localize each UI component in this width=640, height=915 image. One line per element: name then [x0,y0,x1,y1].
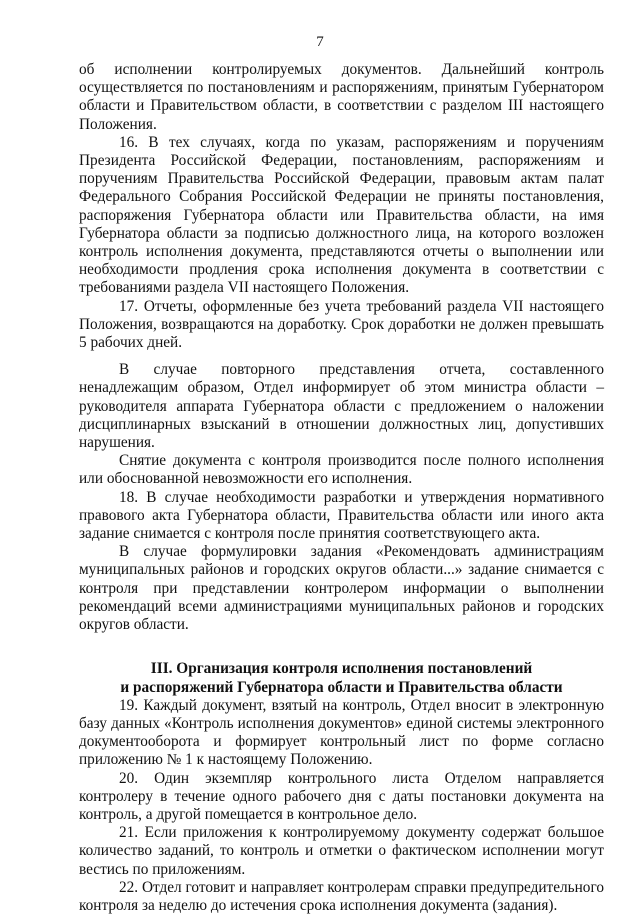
paragraph-22: 22. Отдел готовит и направляет контролерам справки предупредительного контроля за неделю до истечения срока исполнения документа (задания). [79,878,604,914]
paragraph-19: 19. Каждый документ, взятый на контроль, Отдел вносит в электронную базу данных «Контроль исполнения документов» единой системы электронного документооборота и формирует контрольный лист по форме согласно приложению № 1 к настоящему Положению. [79,696,604,769]
paragraph-16: 16. В тех случаях, когда по указам, распоряжениям и поручениям Президента Российской Федерации, постановлениям, распоряжениям и поручениям Правительства Российской Федерации, правовым актам палат Федерального Собрания Российской Федерации не приняты постановления, распоряжения Губернатора области или Правительства области, на имя Губернатора области за подписью должностного лица, на которого возложен контроль исполнения документа, представляются отчеты о выполнении или необходимости продления срока исполнения документа в соответствии с требованиями раздела VII настоящего Положения. [79,133,604,297]
paragraph-21: 21. Если приложения к контролируемому документу содержат большое количество заданий, то контроль и отметки о фактическом исполнении могут вестись по приложениям. [79,824,604,878]
document-body [79,61,604,915]
paragraph-repeat-report: В случае повторного представления отчета, составленного ненадлежащим образом, Отдел информирует об этом министра области – руководителя аппарата Губернатора области с предложением о наложении дисциплинарных взысканий в отношении должностных лиц, допустивших нарушения. [79,361,604,452]
paragraph-18: 18. В случае необходимости разработки и утверждения нормативного правового акта Губернатора области, Правительства области или иного акта задание снимается с контроля после принятия соответствующего акта. [79,488,604,543]
page-number: 7 [316,34,324,50]
section-heading-line-1: III. Организация контроля исполнения постановлений [150,660,533,678]
paragraph-17: 17. Отчеты, оформленные без учета требований раздела VII настоящего Положения, возвращаются на доработку. Срок доработки не должен превышать 5 рабочих дней. [79,297,604,352]
paragraph-recommendation: В случае формулировки задания «Рекомендовать администрациям муниципальных районов и городских округов области...» задание снимается с контроля при представлении контролером информации о выполнении рекомендаций всеми администрациями муниципальных районов и городских округов области. [79,543,604,634]
section-heading-line-2: и распоряжений Губернатора области и Правительства области [120,678,563,696]
paragraph-removal-from-control: Снятие документа с контроля производится после полного исполнения или обоснованной невозможности его исполнения. [79,452,604,488]
section-heading [79,660,604,696]
paragraph-20: 20. Один экземпляр контрольного листа Отделом направляется контролеру в течение одного рабочего дня с даты постановки документа на контроль, а другой помещается в контрольное дело. [79,769,604,823]
paragraph-continuation: об исполнении контролируемых документов. Дальнейший контроль осуществляется по постановлениям и распоряжениям, принятым Губернатором области и Правительством области, в соответствии с разделом III настоящего Положения. [79,61,604,133]
